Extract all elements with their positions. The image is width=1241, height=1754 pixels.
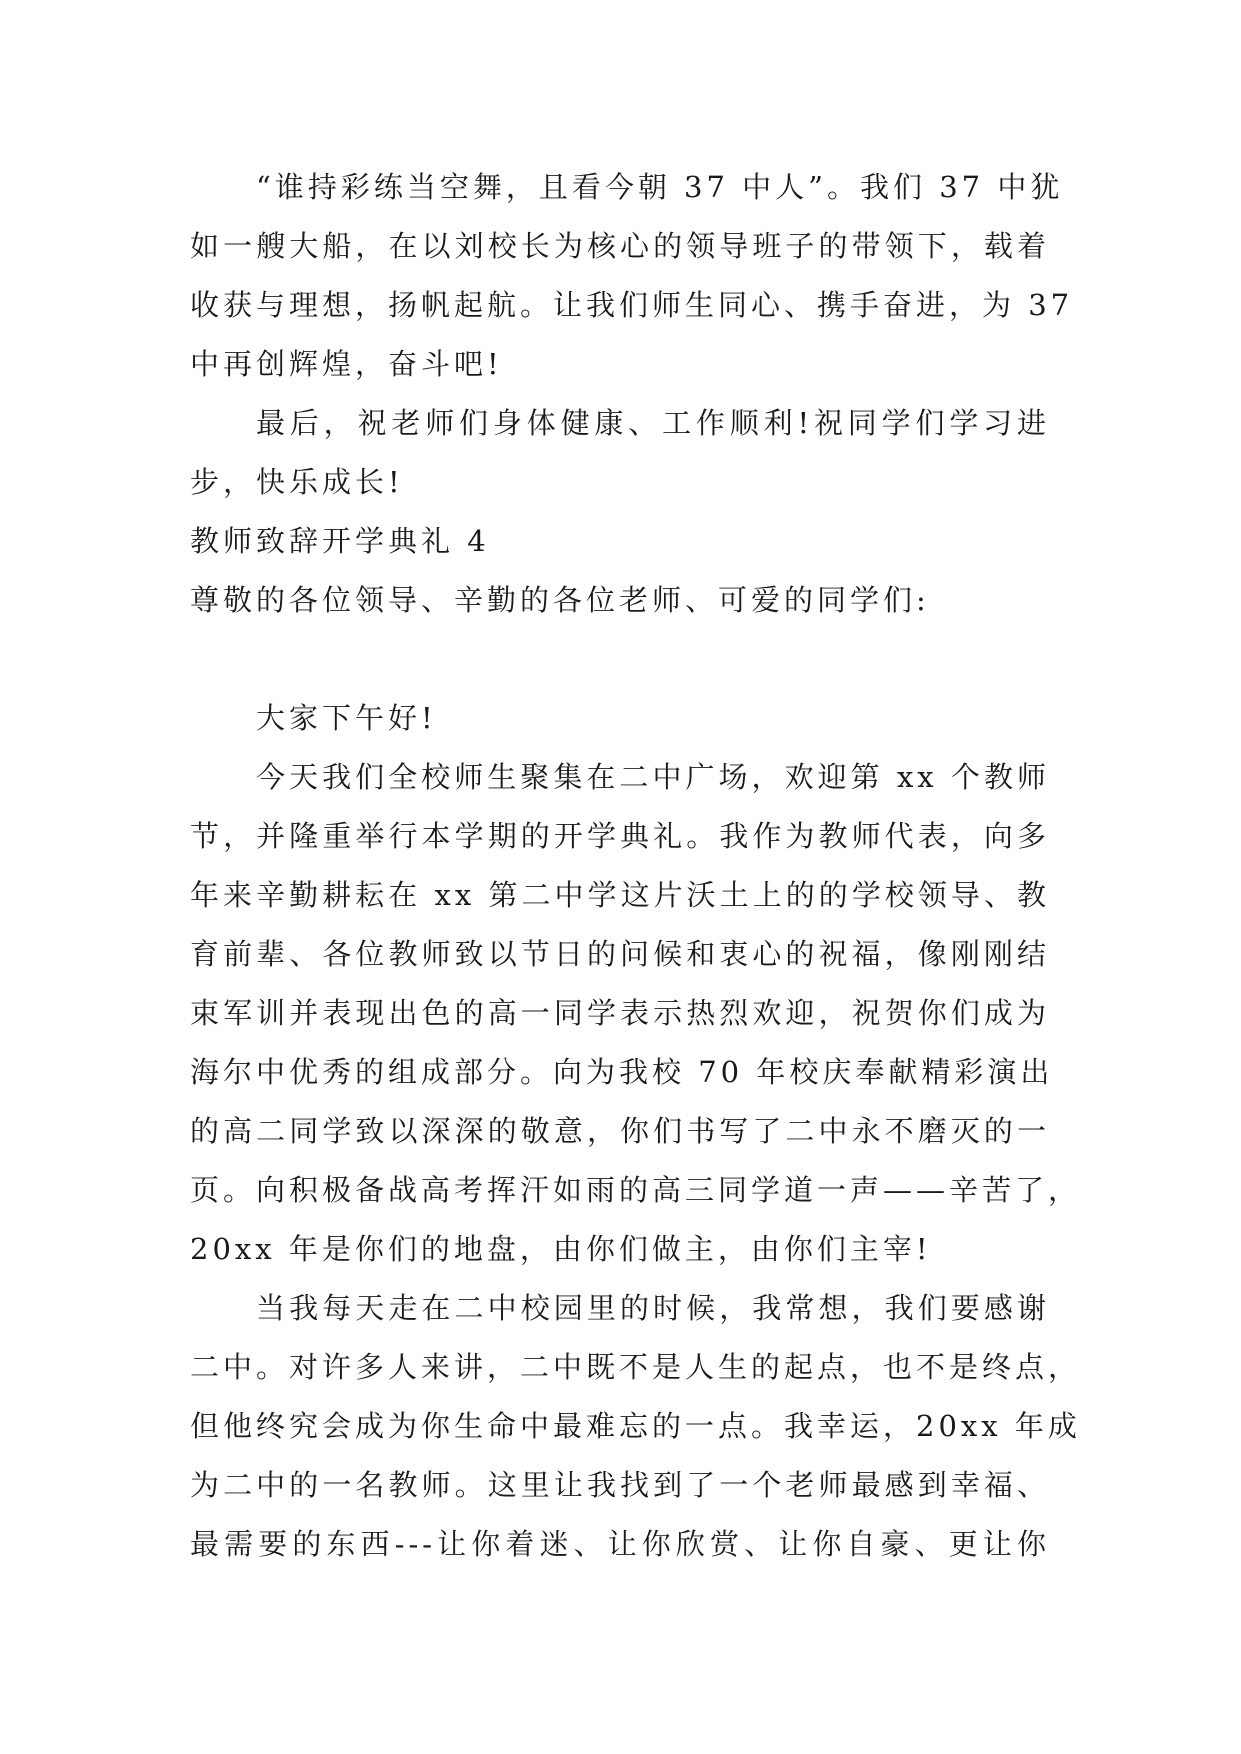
text-line: “谁持彩练当空舞，且看今朝 37 中人”。我们 37 中犹 [256,170,1064,204]
text-line: 年来辛勤耕耘在 xx 第二中学这片沃土上的的学校领导、教 [190,878,1050,912]
greeting: 大家下午好! [256,701,437,735]
text-line: 为二中的一名教师。这里让我找到了一个老师最感到幸福、 [190,1468,1050,1502]
text-line: 今天我们全校师生聚集在二中广场，欢迎第 xx 个教师 [256,760,1050,794]
text-line: 如一艘大船，在以刘校长为核心的领导班子的带领下，载着 [190,229,1050,263]
text-line: 节，并隆重举行本学期的开学典礼。我作为教师代表，向多 [190,819,1050,853]
text-line: 最需要的东西---让你着迷、让你欣赏、让你自豪、更让你 [190,1527,1050,1561]
text-line: 二中。对许多人来讲，二中既不是人生的起点，也不是终点， [190,1350,1082,1384]
blank-line [190,630,1050,689]
text-line: 中再创辉煌，奋斗吧! [190,347,503,381]
text-line: 最后，祝老师们身体健康、工作顺利!祝同学们学习进 [256,406,1050,440]
text-line: 育前辈、各位教师致以节日的问候和衷心的祝福，像刚刚结 [190,937,1050,971]
text-line: 但他终究会成为你生命中最难忘的一点。我幸运，20xx 年成 [190,1409,1081,1443]
document-page [190,158,1082,1574]
text-line: 收获与理想，扬帆起航。让我们师生同心、携手奋进，为 37 [190,288,1074,322]
text-line: 步，快乐成长! [190,465,404,499]
text-line: 的高二同学致以深深的敬意，你们书写了二中永不磨灭的一 [190,1114,1050,1148]
salutation: 尊敬的各位领导、辛勤的各位老师、可爱的同学们: [190,583,930,617]
text-line: 海尔中优秀的组成部分。向为我校 70 年校庆奉献精彩演出 [190,1055,1054,1089]
text-line: 当我每天走在二中校园里的时候，我常想，我们要感谢 [256,1291,1050,1325]
section-heading: 教师致辞开学典礼 4 [190,524,490,558]
text-line: 20xx 年是你们的地盘，由你们做主，由你们主宰! [190,1232,932,1266]
text-line: 页。向积极备战高考挥汗如雨的高三同学道一声——辛苦了， [190,1173,1082,1207]
text-line: 束军训并表现出色的高一同学表示热烈欢迎，祝贺你们成为 [190,996,1050,1030]
